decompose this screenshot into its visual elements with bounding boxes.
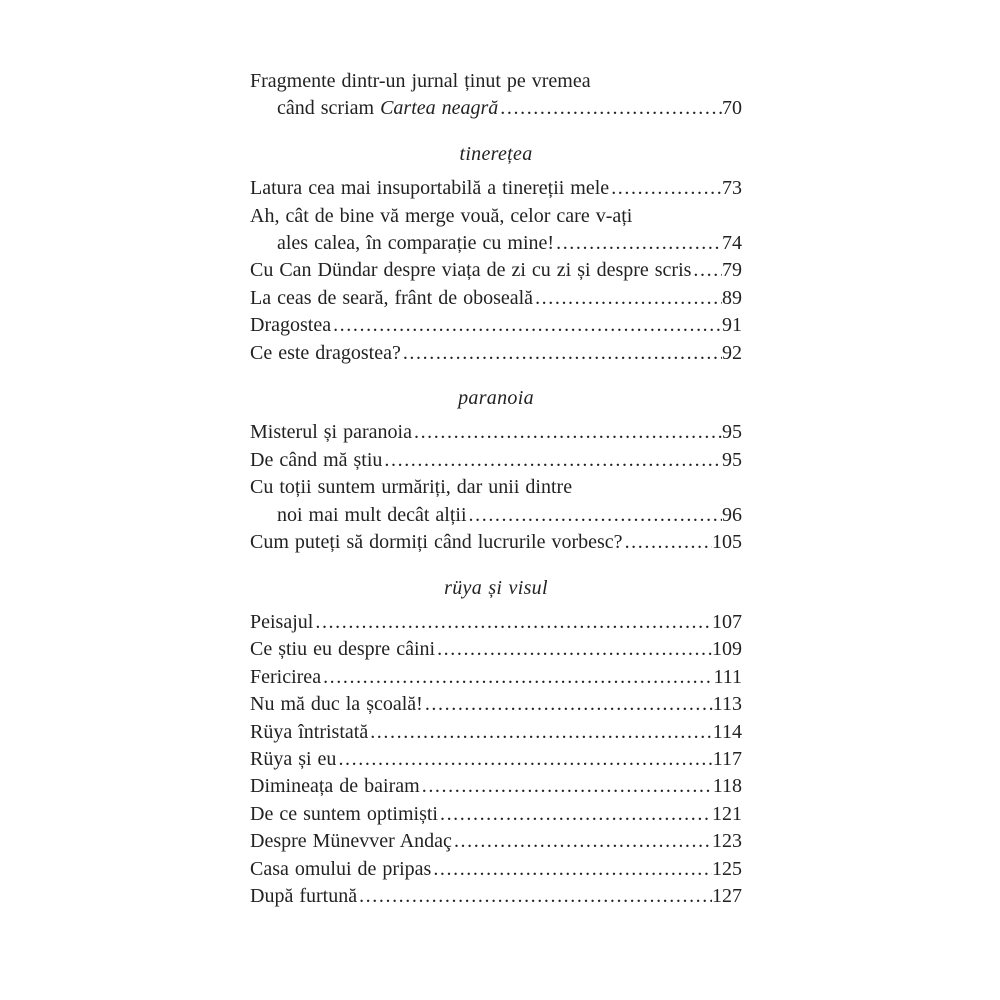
dot-leader xyxy=(403,340,722,367)
toc-entry xyxy=(250,883,742,910)
dot-leader xyxy=(693,257,722,284)
entry-title: Fragmente dintr-un jurnal ținut pe vremea xyxy=(250,70,591,92)
toc-entry xyxy=(250,801,742,828)
dot-leader xyxy=(437,636,712,663)
toc-section xyxy=(250,575,742,911)
toc-entry xyxy=(250,609,742,636)
page-number: 117 xyxy=(712,747,742,770)
dot-leader xyxy=(433,856,712,883)
entry-title: Ce știu eu despre câini xyxy=(250,638,436,661)
toc-entry xyxy=(250,340,742,367)
dot-leader xyxy=(454,828,712,855)
entry-title-italic: Cartea neagră xyxy=(380,97,499,120)
entry-title: Fericirea xyxy=(250,665,322,688)
entry-line xyxy=(250,664,742,691)
entry-title: Casa omului de pripas xyxy=(250,857,432,880)
toc-section xyxy=(250,141,742,367)
entry-continuation-line xyxy=(250,502,742,529)
entry-title: Cum puteți să dormiți când lucrurile vorbesc? xyxy=(250,531,623,554)
page-number: 113 xyxy=(712,693,742,716)
dot-leader xyxy=(414,419,722,446)
entry-title: Cu Can Dündar despre viața de zi cu zi și despre scris xyxy=(250,259,692,282)
entry-title: Cu toții suntem urmăriți, dar unii dintre xyxy=(250,476,573,499)
page-number: 95 xyxy=(722,421,742,444)
dot-leader xyxy=(469,502,722,529)
page-number: 79 xyxy=(722,259,742,282)
entry-line xyxy=(250,856,742,883)
page-number: 114 xyxy=(712,720,742,743)
toc-entry xyxy=(250,203,742,258)
section-heading: paranoia xyxy=(458,387,534,410)
dot-leader xyxy=(370,719,713,746)
dot-leader xyxy=(625,529,712,556)
toc-entry xyxy=(250,773,742,800)
page-number: 96 xyxy=(722,503,742,526)
toc-entry xyxy=(250,419,742,446)
entry-title: Nu mă duc la școală! xyxy=(250,693,423,716)
page-number: 95 xyxy=(722,448,742,471)
dot-leader xyxy=(323,664,713,691)
section-heading: tinerețea xyxy=(459,142,533,165)
page-number: 109 xyxy=(712,638,742,661)
dot-leader xyxy=(359,883,712,910)
entry-title: La ceas de seară, frânt de oboseală xyxy=(250,286,534,309)
dot-leader xyxy=(611,175,722,202)
entry-line xyxy=(250,203,742,230)
entry-continuation-line xyxy=(250,230,742,257)
dot-leader xyxy=(333,312,722,339)
entry-line xyxy=(250,68,742,95)
page-number: 74 xyxy=(722,232,742,255)
dot-leader xyxy=(425,691,713,718)
page-number: 91 xyxy=(722,314,742,337)
entry-line xyxy=(250,474,742,501)
dot-leader xyxy=(422,773,713,800)
section-heading: rüya și visul xyxy=(444,576,548,599)
toc-entry xyxy=(250,636,742,663)
table-of-contents xyxy=(250,68,742,910)
toc-entry xyxy=(250,175,742,202)
toc-entry xyxy=(250,719,742,746)
entry-title: Ce este dragostea? xyxy=(250,341,401,364)
toc-entry xyxy=(250,285,742,312)
entry-continuation-line xyxy=(250,95,742,122)
entry-line xyxy=(250,801,742,828)
page-number: 92 xyxy=(722,341,742,364)
page-number: 121 xyxy=(712,802,742,825)
entry-title: noi mai mult decât alții xyxy=(277,503,467,526)
entry-line xyxy=(250,609,742,636)
dot-leader xyxy=(556,230,722,257)
page-number: 118 xyxy=(712,775,742,798)
entry-line xyxy=(250,773,742,800)
toc-entry xyxy=(250,68,742,123)
entry-line xyxy=(250,419,742,446)
entry-title: când scriam xyxy=(277,97,381,120)
entry-line xyxy=(250,312,742,339)
toc-entry xyxy=(250,529,742,556)
toc-entry xyxy=(250,257,742,284)
toc-section xyxy=(250,68,742,123)
dot-leader xyxy=(500,95,722,122)
entry-title: Rüya și eu xyxy=(250,747,337,770)
entry-title: Peisajul xyxy=(250,610,314,633)
entry-title: Ah, cât de bine vă merge vouă, celor care v-ați xyxy=(250,204,633,227)
entry-title: Despre Münevver Andaç xyxy=(250,830,452,853)
dot-leader xyxy=(440,801,712,828)
toc-entry xyxy=(250,447,742,474)
page-number: 107 xyxy=(712,610,742,633)
page-number: 125 xyxy=(712,857,742,880)
entry-line xyxy=(250,529,742,556)
entry-line xyxy=(250,828,742,855)
entry-title: Dimineața de bairam xyxy=(250,775,420,798)
dot-leader xyxy=(384,447,722,474)
entry-line xyxy=(250,746,742,773)
entry-line xyxy=(250,636,742,663)
toc-entry xyxy=(250,856,742,883)
dot-leader xyxy=(338,746,712,773)
toc-entry xyxy=(250,664,742,691)
entry-line xyxy=(250,175,742,202)
toc-entry xyxy=(250,828,742,855)
page-number: 123 xyxy=(712,830,742,853)
toc-entry xyxy=(250,474,742,529)
page-number: 111 xyxy=(713,665,742,688)
entry-title: Misterul și paranoia xyxy=(250,421,412,444)
page-number: 105 xyxy=(712,531,742,554)
entry-line xyxy=(250,691,742,718)
entry-title: Dragostea xyxy=(250,314,332,337)
entry-line xyxy=(250,719,742,746)
entry-line xyxy=(250,257,742,284)
entry-title: După furtună xyxy=(250,884,358,907)
entry-line xyxy=(250,883,742,910)
toc-section xyxy=(250,385,742,556)
entry-line xyxy=(250,285,742,312)
dot-leader xyxy=(315,609,712,636)
entry-line xyxy=(250,447,742,474)
entry-title: De când mă știu xyxy=(250,448,383,471)
page-number: 70 xyxy=(722,97,742,120)
page-number: 127 xyxy=(712,884,742,907)
toc-entry xyxy=(250,312,742,339)
dot-leader xyxy=(535,285,722,312)
entry-title: De ce suntem optimiști xyxy=(250,802,438,825)
page-number: 89 xyxy=(722,286,742,309)
entry-title: ales calea, în comparație cu mine! xyxy=(277,232,555,255)
entry-title: Rüya întristată xyxy=(250,720,369,743)
page-number: 73 xyxy=(722,177,742,200)
toc-entry xyxy=(250,746,742,773)
entry-title: Latura cea mai insuportabilă a tinereții mele xyxy=(250,177,610,200)
toc-entry xyxy=(250,691,742,718)
entry-line xyxy=(250,340,742,367)
